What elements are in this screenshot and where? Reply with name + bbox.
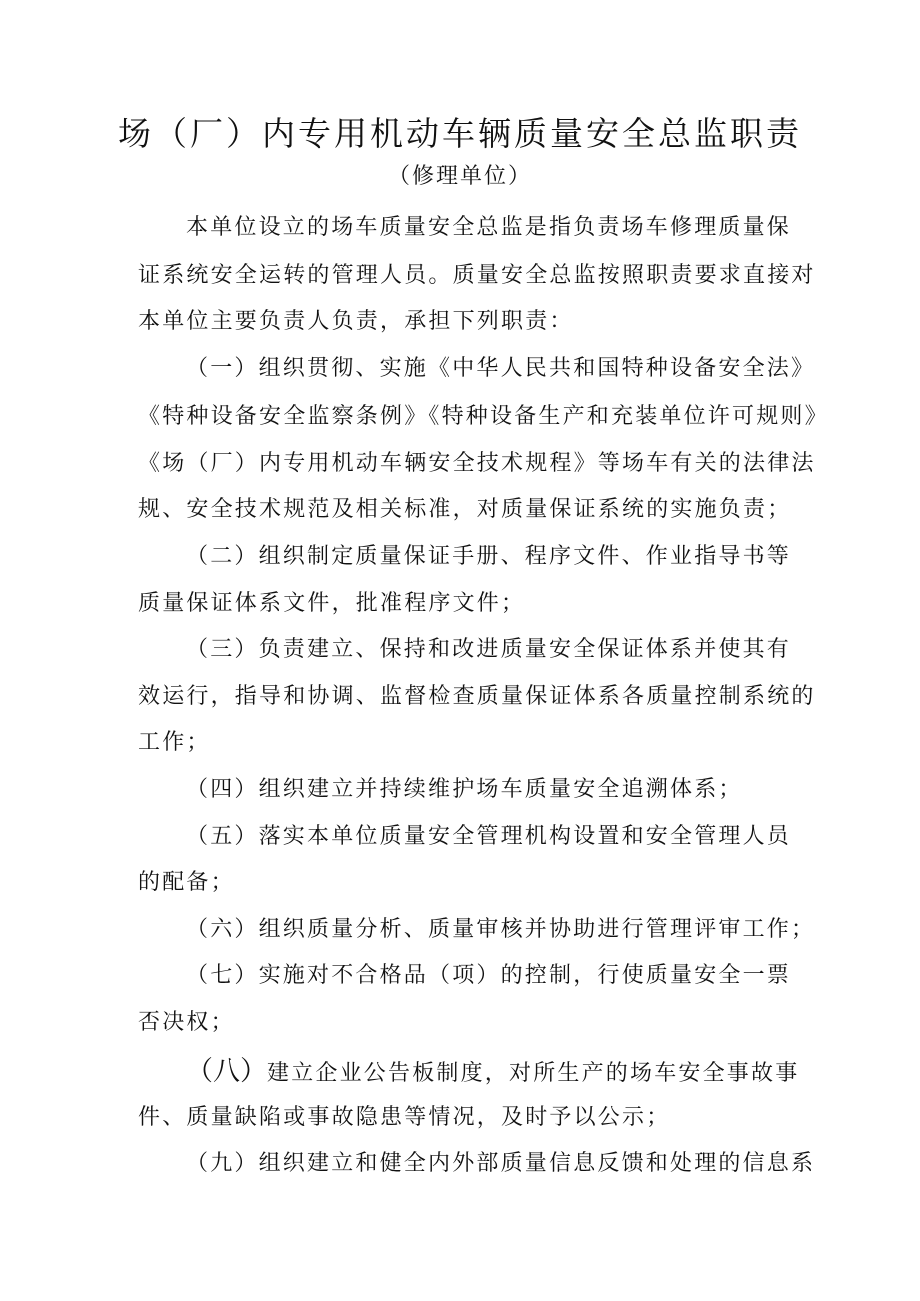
paragraph-line: 本单位设立的场车质量安全总监是指负责场车修理质量保 — [186, 215, 792, 240]
paragraph-line: （五）落实本单位质量安全管理机构设置和安全管理人员 — [186, 824, 792, 849]
paragraph-line: 效运行，指导和协调、监督检查质量保证体系各质量控制系统的 — [138, 684, 816, 709]
paragraph-line: 规、安全技术规范及相关标准，对质量保证系统的实施负责； — [138, 497, 792, 522]
paragraph-line: （二）组织制定质量保证手册、程序文件、作业指导书等 — [186, 544, 792, 569]
paragraph-line: 件、质量缺陷或事故隐患等情况，及时予以公示； — [138, 1105, 671, 1130]
item-number-eight: （八） — [186, 1056, 267, 1087]
paragraph-line: （九）组织建立和健全内外部质量信息反馈和处理的信息系 — [186, 1151, 816, 1176]
paragraph-line: 《特种设备安全监察条例》《特种设备生产和充装单位许可规则》 — [138, 404, 829, 429]
paragraph-line: 《场（厂）内专用机动车辆安全技术规程》等场车有关的法律法 — [138, 451, 816, 476]
item-eight-text: 建立企业公告板制度，对所生产的场车安全事故事 — [267, 1061, 800, 1086]
paragraph-line: （六）组织质量分析、质量审核并协助进行管理评审工作； — [186, 917, 816, 942]
document-title: 场（厂）内专用机动车辆质量安全总监职责 — [118, 114, 802, 153]
document-subtitle: （修理单位） — [387, 164, 532, 189]
paragraph-line: 本单位主要负责人负责，承担下列职责： — [138, 309, 574, 334]
paragraph-line: （三）负责建立、保持和改进质量安全保证体系并使其有 — [186, 637, 792, 662]
paragraph-line: （一）组织贯彻、实施《中华人民共和国特种设备安全法》 — [186, 356, 816, 381]
paragraph-line: 证系统安全运转的管理人员。质量安全总监按照职责要求直接对 — [138, 263, 816, 288]
paragraph-line: （四）组织建立并持续维护场车质量安全追溯体系； — [186, 777, 743, 802]
paragraph-line: 质量保证体系文件，批准程序文件； — [138, 591, 526, 616]
paragraph-line: 的配备； — [138, 870, 235, 895]
paragraph-line — [186, 1056, 799, 1090]
paragraph-line: （七）实施对不合格品（项）的控制，行使质量安全一票 — [186, 963, 792, 988]
paragraph-line: 工作； — [138, 730, 211, 755]
paragraph-line: 否决权； — [138, 1010, 235, 1035]
